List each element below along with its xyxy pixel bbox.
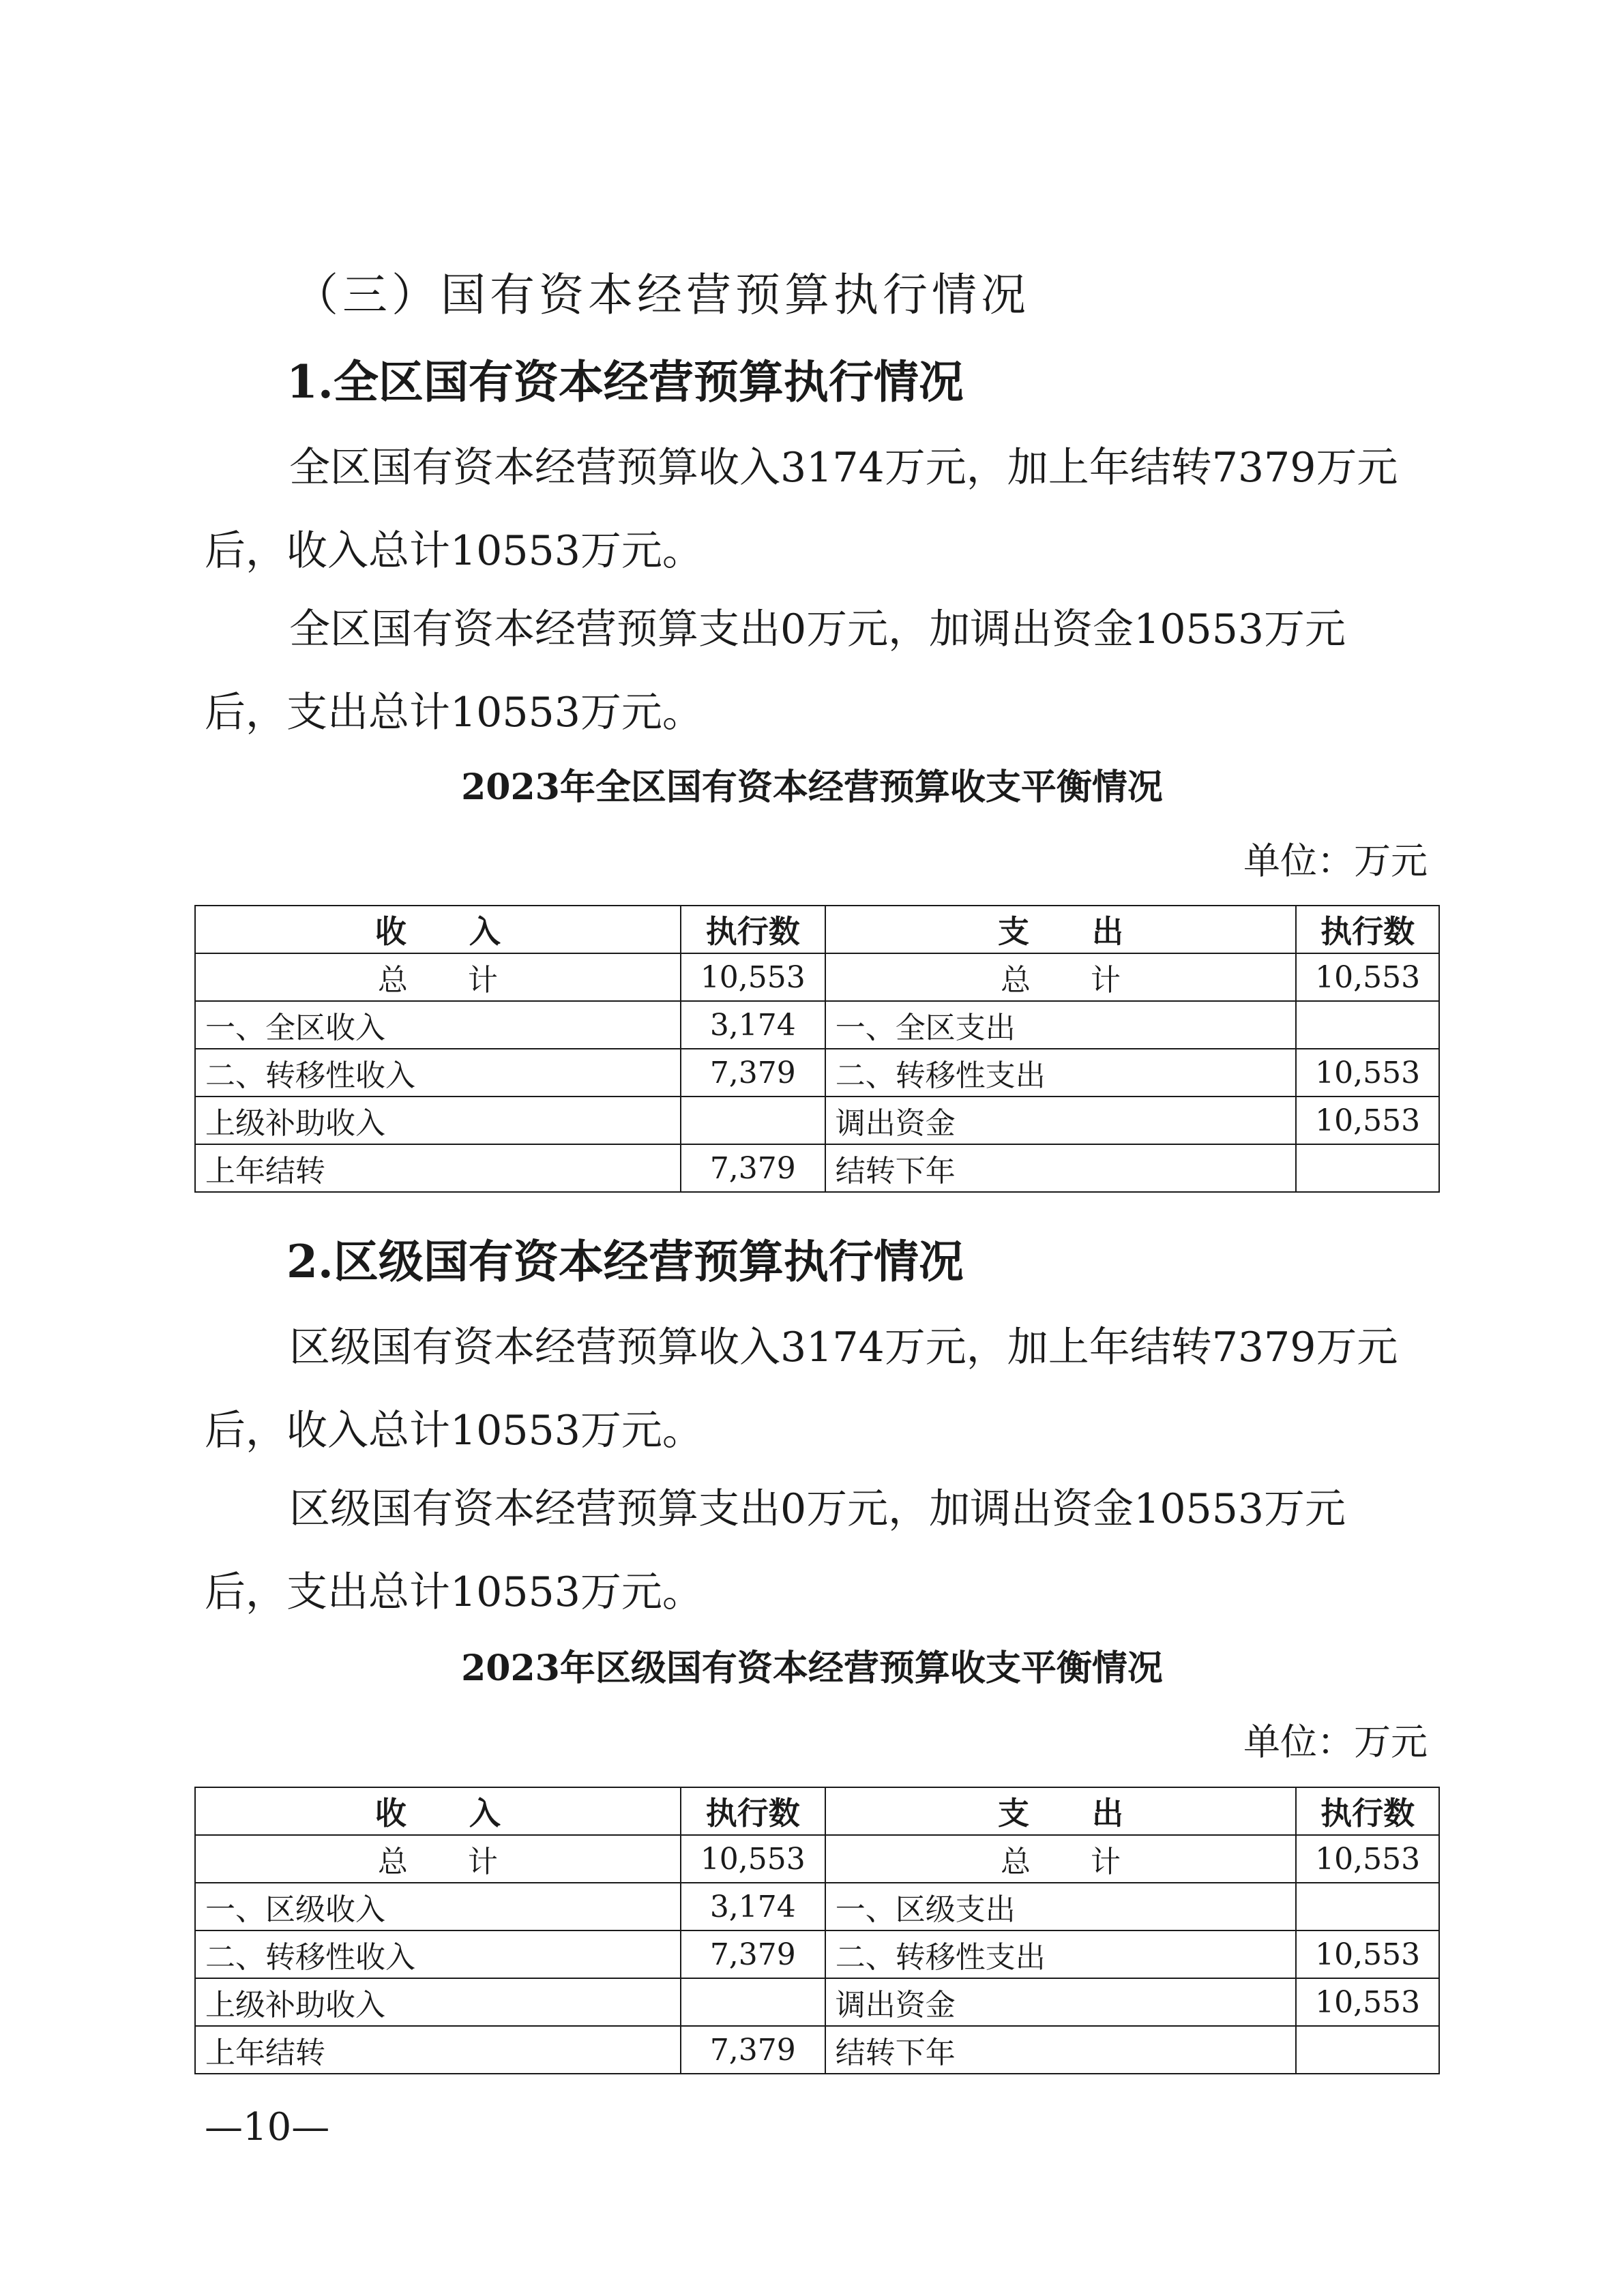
part1-paragraph-expense <box>205 588 1426 754</box>
cell-expense-label: 总 计 <box>825 1835 1296 1883</box>
header-expense-amount: 执行数 <box>1296 906 1439 953</box>
cell-income-label: 二、转移性收入 <box>195 1049 681 1097</box>
part1-expense-line1: 全区国有资本经营预算支出0万元，加调出资金10553万元 <box>289 606 1346 653</box>
cell-expense-amount: 10,553 <box>1296 1097 1439 1144</box>
cell-income-amount: 3,174 <box>681 1883 825 1930</box>
cell-expense-label: 调出资金 <box>825 1097 1296 1144</box>
part1-paragraph-income <box>205 426 1426 593</box>
table-row <box>195 1097 1439 1144</box>
cell-income-amount: 7,379 <box>681 2026 825 2074</box>
header-income: 收 入 <box>195 906 681 953</box>
cell-income-amount <box>681 1097 825 1144</box>
table-row <box>195 1835 1439 1883</box>
part1-balance-table <box>194 905 1440 1193</box>
table-row <box>195 1930 1439 1978</box>
cell-expense-label: 一、全区支出 <box>825 1001 1296 1049</box>
cell-expense-label: 二、转移性支出 <box>825 1930 1296 1978</box>
cell-expense-label: 总 计 <box>825 953 1296 1001</box>
header-expense: 支 出 <box>825 906 1296 953</box>
table-row <box>195 1001 1439 1049</box>
cell-income-amount: 3,174 <box>681 1001 825 1049</box>
table-row <box>195 1049 1439 1097</box>
table-row <box>195 1144 1439 1192</box>
cell-income-amount: 7,379 <box>681 1144 825 1192</box>
part2-balance-table <box>194 1787 1440 2074</box>
cell-expense-label: 调出资金 <box>825 1978 1296 2026</box>
part2-income-line2: 后，收入总计10553万元。 <box>205 1407 703 1455</box>
table-row <box>195 953 1439 1001</box>
part1-heading: 1.全区国有资本经营预算执行情况 <box>286 355 964 408</box>
table-row <box>195 1978 1439 2026</box>
table-row <box>195 2026 1439 2074</box>
part2-expense-line2: 后，支出总计10553万元。 <box>205 1568 703 1616</box>
part2-unit-label: 单位：万元 <box>1243 1720 1428 1763</box>
cell-expense-amount <box>1296 2026 1439 2074</box>
cell-income-label: 一、全区收入 <box>195 1001 681 1049</box>
header-expense: 支 出 <box>825 1787 1296 1835</box>
cell-expense-label: 结转下年 <box>825 1144 1296 1192</box>
part2-heading: 2.区级国有资本经营预算执行情况 <box>286 1235 964 1288</box>
cell-income-amount: 10,553 <box>681 953 825 1001</box>
table-row <box>195 1883 1439 1930</box>
cell-income-label: 上级补助收入 <box>195 1097 681 1144</box>
cell-income-label: 总 计 <box>195 953 681 1001</box>
cell-expense-amount <box>1296 1001 1439 1049</box>
cell-expense-amount: 10,553 <box>1296 1835 1439 1883</box>
header-income: 收 入 <box>195 1787 681 1835</box>
part1-table-title: 2023年全区国有资本经营预算收支平衡情况 <box>461 766 1163 808</box>
part1-income-line2: 后，收入总计10553万元。 <box>205 527 703 575</box>
cell-expense-amount: 10,553 <box>1296 953 1439 1001</box>
page-number: —10— <box>205 2105 330 2149</box>
cell-income-label: 上年结转 <box>195 1144 681 1192</box>
cell-expense-label: 结转下年 <box>825 2026 1296 2074</box>
part2-paragraph-income <box>205 1306 1426 1472</box>
cell-income-amount: 7,379 <box>681 1049 825 1097</box>
cell-expense-amount <box>1296 1883 1439 1930</box>
cell-expense-amount <box>1296 1144 1439 1192</box>
header-expense-amount: 执行数 <box>1296 1787 1439 1835</box>
cell-income-label: 一、区级收入 <box>195 1883 681 1930</box>
cell-income-amount: 7,379 <box>681 1930 825 1978</box>
table-header-row <box>195 1787 1439 1835</box>
cell-income-amount: 10,553 <box>681 1835 825 1883</box>
part2-table-title: 2023年区级国有资本经营预算收支平衡情况 <box>461 1648 1163 1689</box>
cell-income-label: 上级补助收入 <box>195 1978 681 2026</box>
part2-paragraph-expense <box>205 1467 1426 1634</box>
part2-income-line1: 区级国有资本经营预算收入3174万元，加上年结转7379万元 <box>289 1324 1398 1371</box>
part1-expense-line2: 后，支出总计10553万元。 <box>205 689 703 736</box>
cell-income-label: 上年结转 <box>195 2026 681 2074</box>
part1-income-line1: 全区国有资本经营预算收入3174万元，加上年结转7379万元 <box>289 444 1398 492</box>
header-income-amount: 执行数 <box>681 906 825 953</box>
cell-income-label: 总 计 <box>195 1835 681 1883</box>
cell-income-amount <box>681 1978 825 2026</box>
cell-income-label: 二、转移性收入 <box>195 1930 681 1978</box>
cell-expense-amount: 10,553 <box>1296 1049 1439 1097</box>
section-heading: （三）国有资本经营预算执行情况 <box>293 269 1030 321</box>
table-header-row <box>195 906 1439 953</box>
part1-unit-label: 单位：万元 <box>1243 839 1428 882</box>
cell-expense-label: 二、转移性支出 <box>825 1049 1296 1097</box>
part2-expense-line1: 区级国有资本经营预算支出0万元，加调出资金10553万元 <box>289 1485 1346 1533</box>
cell-expense-label: 一、区级支出 <box>825 1883 1296 1930</box>
cell-expense-amount: 10,553 <box>1296 1930 1439 1978</box>
cell-expense-amount: 10,553 <box>1296 1978 1439 2026</box>
header-income-amount: 执行数 <box>681 1787 825 1835</box>
